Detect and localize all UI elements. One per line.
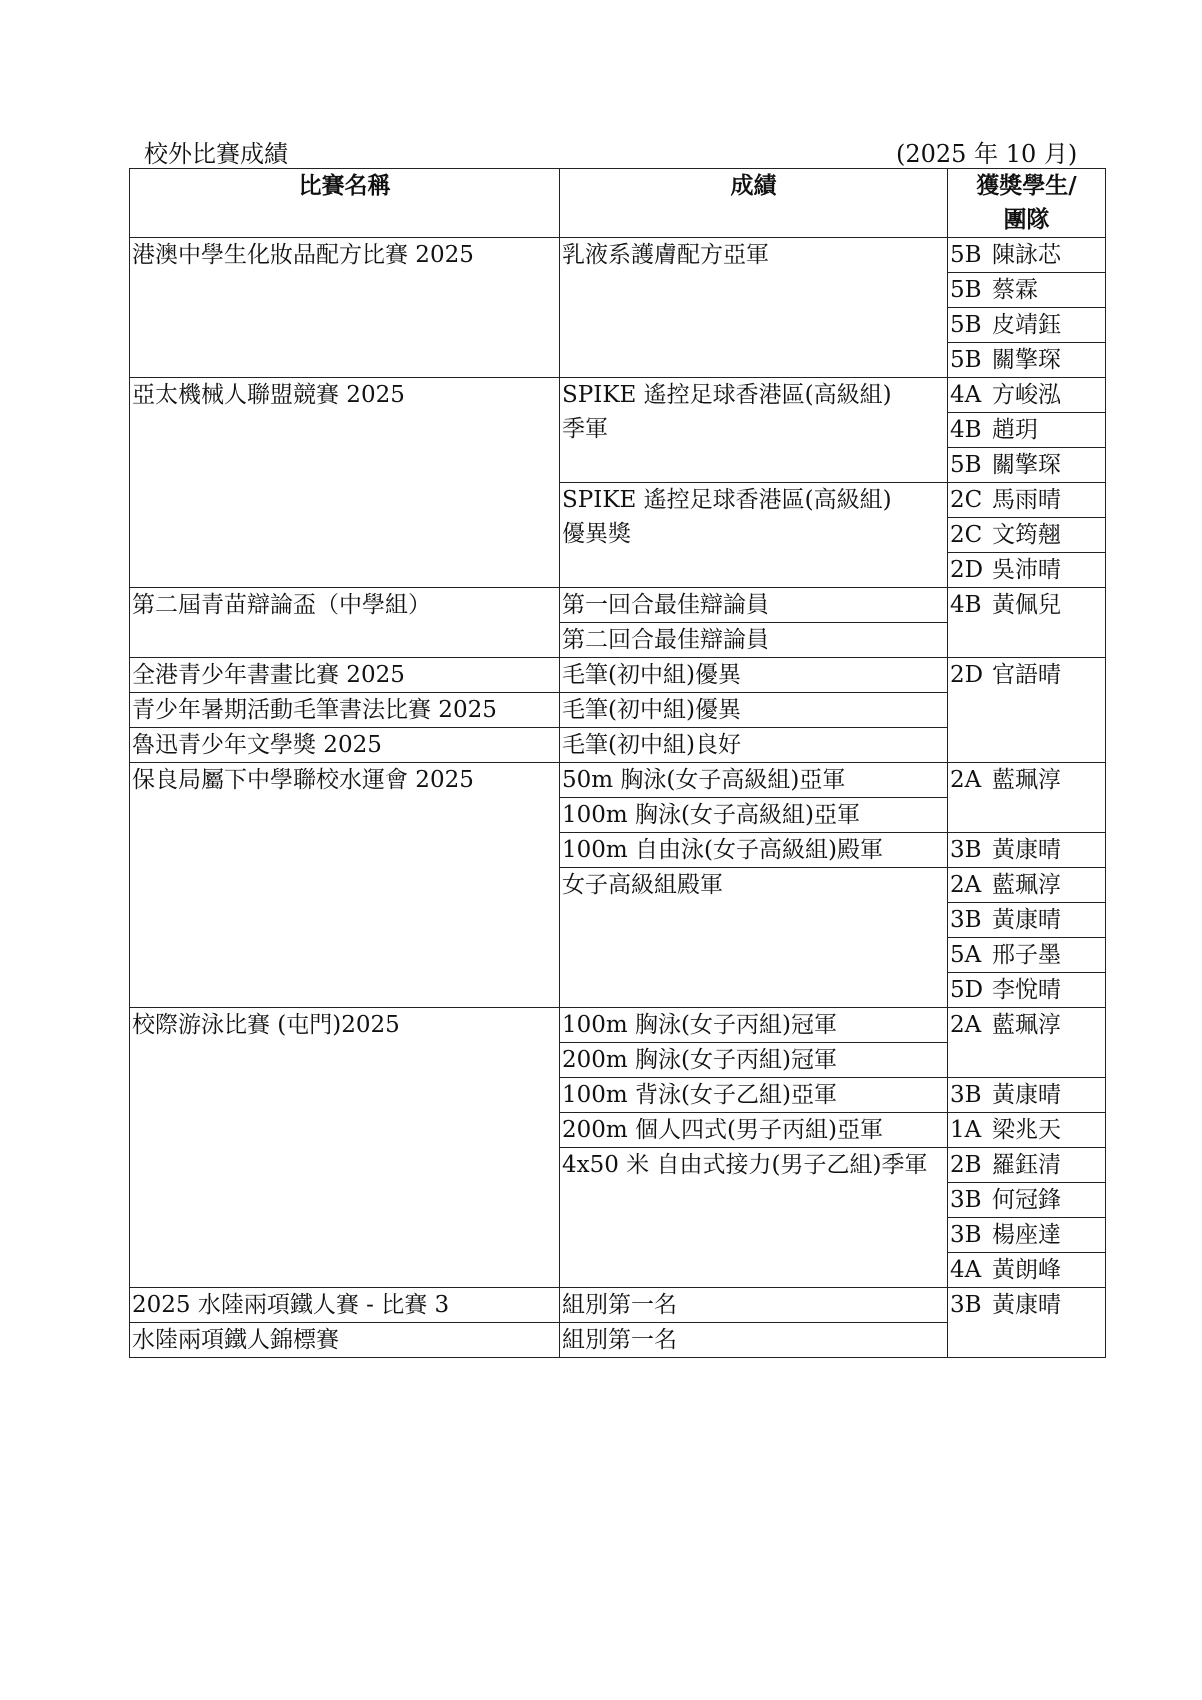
- result-cell: 4x50 米 自由式接力(男子乙組)季軍: [560, 1148, 948, 1288]
- student-cell: 5B 陳詠芯: [948, 238, 1106, 273]
- student-cell: 3B 何冠鋒: [948, 1183, 1106, 1218]
- result-cell: 100m 背泳(女子乙組)亞軍: [560, 1078, 948, 1113]
- result-cell: 100m 胸泳(女子高級組)亞軍: [560, 798, 948, 833]
- result-cell: 組別第一名: [560, 1323, 948, 1358]
- result-cell: 女子高級組殿軍: [560, 868, 948, 1008]
- student-cell: 3B 黃康晴: [948, 903, 1106, 938]
- competition-cell: 第二屆青苗辯論盃（中學組）: [130, 588, 560, 658]
- student-cell: 3B 黃康晴: [948, 833, 1106, 868]
- student-cell: 3B 黃康晴: [948, 1288, 1106, 1358]
- student-cell: 3B 楊座達: [948, 1218, 1106, 1253]
- table-row: [130, 1288, 1106, 1323]
- student-cell: 2A 藍珮淳: [948, 763, 1106, 833]
- result-cell: 200m 個人四式(男子丙組)亞軍: [560, 1113, 948, 1148]
- result-cell: SPIKE 遙控足球香港區(高級組) 季軍: [560, 378, 948, 483]
- student-cell: 4B 黃佩兒: [948, 588, 1106, 658]
- student-cell: 2C 文筠翹: [948, 518, 1106, 553]
- student-cell: 2D 吳沛晴: [948, 553, 1106, 588]
- student-cell: 2B 羅鈺清: [948, 1148, 1106, 1183]
- competition-cell: 保良局屬下中學聯校水運會 2025: [130, 763, 560, 1008]
- competition-cell: 港澳中學生化妝品配方比賽 2025: [130, 238, 560, 378]
- student-cell: 5D 李悅晴: [948, 973, 1106, 1008]
- competition-cell: 亞太機械人聯盟競賽 2025: [130, 378, 560, 588]
- header-result: 成績: [560, 169, 948, 238]
- student-cell: 2A 藍珮淳: [948, 868, 1106, 903]
- competition-cell: 2025 水陸兩項鐵人賽 - 比賽 3: [130, 1288, 560, 1323]
- result-cell: 組別第一名: [560, 1288, 948, 1323]
- result-cell: 毛筆(初中組)優異: [560, 693, 948, 728]
- student-cell: 2D 官語晴: [948, 658, 1106, 763]
- result-cell: 100m 自由泳(女子高級組)殿軍: [560, 833, 948, 868]
- student-cell: 2C 馬雨晴: [948, 483, 1106, 518]
- result-cell: 第一回合最佳辯論員: [560, 588, 948, 623]
- document-title: 校外比賽成績: [144, 140, 288, 168]
- competition-cell: 校際游泳比賽 (屯門)2025: [130, 1008, 560, 1288]
- header-competition: 比賽名稱: [130, 169, 560, 238]
- competition-cell: 青少年暑期活動毛筆書法比賽 2025: [130, 693, 560, 728]
- student-cell: 5A 邢子墨: [948, 938, 1106, 973]
- competition-cell: 魯迅青少年文學獎 2025: [130, 728, 560, 763]
- result-cell: 第二回合最佳辯論員: [560, 623, 948, 658]
- table-row: [130, 1008, 1106, 1043]
- header-students: [948, 169, 1106, 238]
- student-cell: 2A 藍珮淳: [948, 1008, 1106, 1078]
- student-cell: 5B 蔡霖: [948, 273, 1106, 308]
- table-row: [130, 658, 1106, 693]
- result-cell: 50m 胸泳(女子高級組)亞軍: [560, 763, 948, 798]
- table-header-row: [130, 169, 1106, 238]
- result-cell: SPIKE 遙控足球香港區(高級組) 優異獎: [560, 483, 948, 588]
- student-cell: 5B 皮靖鈺: [948, 308, 1106, 343]
- table-row: [130, 378, 1106, 413]
- result-cell: 200m 胸泳(女子丙組)冠軍: [560, 1043, 948, 1078]
- student-cell: 4A 黃朗峰: [948, 1253, 1106, 1288]
- table-row: [130, 238, 1106, 273]
- student-cell: 5B 關擎琛: [948, 343, 1106, 378]
- header-students-line1: 獲獎學生/: [976, 172, 1077, 199]
- result-cell: 毛筆(初中組)優異: [560, 658, 948, 693]
- results-table: [129, 168, 1106, 1358]
- document-date: (2025 年 10 月): [896, 140, 1078, 168]
- student-cell: 4B 趙玥: [948, 413, 1106, 448]
- student-cell: 4A 方峻泓: [948, 378, 1106, 413]
- table-row: [130, 763, 1106, 798]
- result-cell: 100m 胸泳(女子丙組)冠軍: [560, 1008, 948, 1043]
- student-cell: 5B 關擎琛: [948, 448, 1106, 483]
- competition-cell: 全港青少年書畫比賽 2025: [130, 658, 560, 693]
- header-students-line2: 團隊: [1003, 206, 1050, 233]
- competition-cell: 水陸兩項鐵人錦標賽: [130, 1323, 560, 1358]
- student-cell: 3B 黃康晴: [948, 1078, 1106, 1113]
- result-cell: 乳液系護膚配方亞軍: [560, 238, 948, 378]
- student-cell: 1A 梁兆天: [948, 1113, 1106, 1148]
- table-row: [130, 588, 1106, 623]
- result-cell: 毛筆(初中組)良好: [560, 728, 948, 763]
